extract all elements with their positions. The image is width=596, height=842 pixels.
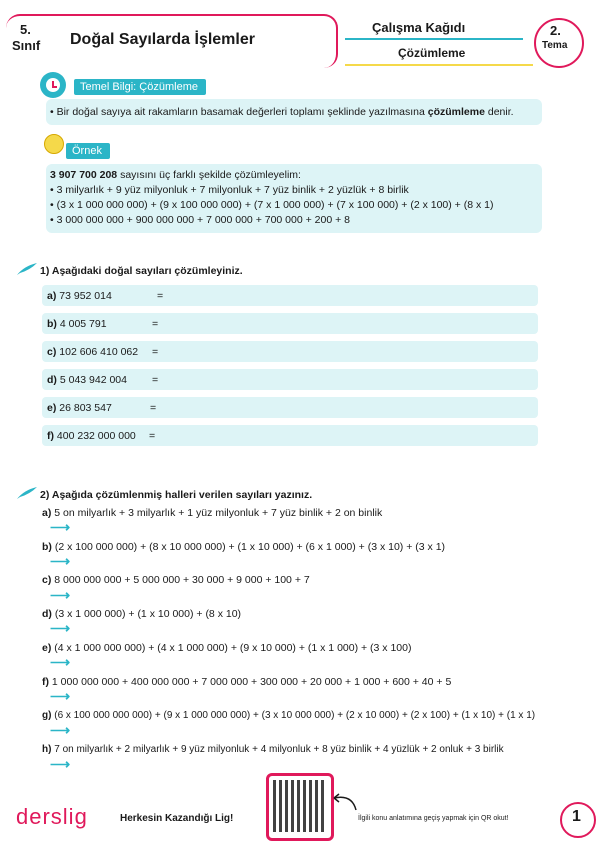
question-item: d) 5 043 942 004 <box>47 374 127 386</box>
question-item: a) 73 952 014 <box>47 290 112 302</box>
question-item: h) 7 on milyarlık + 2 milyarlık + 9 yüz milyonluk + 4 milyonluk + 8 yüz binlik + 4 yüzlük + 2 onluk + 3 birlik <box>42 744 504 755</box>
divider <box>345 38 523 40</box>
worksheet-title: Çalışma Kağıdı <box>372 20 466 35</box>
answer-field[interactable] <box>42 397 538 418</box>
equals-sign: = <box>152 374 159 386</box>
question-item: c) 8 000 000 000 + 5 000 000 + 30 000 + 9 000 + 100 + 7 <box>42 574 310 586</box>
question-item: e) (4 x 1 000 000 000) + (4 x 1 000 000) + (9 x 10 000) + (1 x 1 000) + (3 x 100) <box>42 642 412 654</box>
example-line: • (3 x 1 000 000 000) + (9 x 100 000 000) + (7 x 1 000 000) + (7 x 100 000) + (2 x 100) + (8 x 1) <box>50 199 494 211</box>
quill-icon <box>16 486 38 500</box>
page-title: Doğal Sayılarda İşlemler <box>70 31 255 48</box>
equals-sign: = <box>152 346 159 358</box>
question-item: c) 102 606 410 062 <box>47 346 139 358</box>
worksheet-subtitle: Çözümleme <box>398 46 466 60</box>
arrow-icon: ⟶ <box>50 587 71 603</box>
example-intro: 3 907 700 208 sayısını üç farklı şekilde çözümleyelim: <box>50 169 301 181</box>
question-item: d) (3 x 1 000 000) + (1 x 10 000) + (8 x 10) <box>42 608 242 620</box>
example-label: Örnek <box>66 143 110 159</box>
arrow-icon: ⟶ <box>50 722 71 738</box>
info-label: Temel Bilgi: Çözümleme <box>74 79 206 95</box>
curved-arrow-icon <box>330 790 358 812</box>
equals-sign: = <box>149 430 156 442</box>
arrow-icon: ⟶ <box>50 756 71 772</box>
answer-field[interactable] <box>42 313 538 334</box>
arrow-icon: ⟶ <box>50 688 71 704</box>
page-number: 1 <box>572 808 581 825</box>
arrow-icon: ⟶ <box>50 519 71 535</box>
theme-number: 2. <box>550 23 561 38</box>
example-line: • 3 000 000 000 + 900 000 000 + 7 000 000 + 700 000 + 200 + 8 <box>50 214 350 226</box>
divider <box>345 64 533 66</box>
arrow-icon: ⟶ <box>50 553 71 569</box>
equals-sign: = <box>152 318 159 330</box>
example-line: • 3 milyarlık + 9 yüz milyonluk + 7 milyonluk + 7 yüz binlik + 2 yüzlük + 8 birlik <box>50 184 409 196</box>
theme-label: Tema <box>542 40 568 51</box>
grade-label: Sınıf <box>12 38 41 53</box>
qr-code-icon[interactable] <box>273 780 325 832</box>
question-item: b) 4 005 791 <box>47 318 107 330</box>
arrow-icon: ⟶ <box>50 620 71 636</box>
question-item: g) (6 x 100 000 000 000) + (9 x 1 000 000 000) + (3 x 10 000 000) + (2 x 10 000) + (2 x 100) + (1 x 10) + (1 x 1) <box>42 710 536 721</box>
equals-sign: = <box>157 290 164 302</box>
question-item: f) 400 232 000 000 <box>47 430 136 442</box>
lightbulb-icon <box>44 134 64 154</box>
arrow-icon: ⟶ <box>50 654 71 670</box>
quill-icon <box>16 262 38 276</box>
question-item: e) 26 803 547 <box>47 402 112 414</box>
question-item: a) 5 on milyarlık + 3 milyarlık + 1 yüz milyonluk + 7 yüz binlik + 2 on binlik <box>42 507 383 519</box>
question-item: b) (2 x 100 000 000) + (8 x 10 000 000) + (1 x 10 000) + (6 x 1 000) + (3 x 10) + (3 x 1) <box>42 541 446 553</box>
question-item: f) 1 000 000 000 + 400 000 000 + 7 000 000 + 300 000 + 20 000 + 1 000 + 600 + 40 + 5 <box>42 676 452 688</box>
answer-field[interactable] <box>42 285 538 306</box>
question-2-title: 2) Aşağıda çözümlenmiş halleri verilen sayıları yazınız. <box>40 489 313 501</box>
qr-note: İlgili konu anlatımına geçiş yapmak için QR okut! <box>358 815 509 822</box>
grade-number: 5. <box>20 22 31 37</box>
equals-sign: = <box>150 402 157 414</box>
question-1-title: 1) Aşağıdaki doğal sayıları çözümleyiniz. <box>40 265 243 277</box>
info-text: • Bir doğal sayıya ait rakamların basamak değerleri toplamı şeklinde yazılmasına çözümleme denir. <box>50 106 514 118</box>
slogan: Herkesin Kazandığı Lig! <box>120 813 234 824</box>
derslig-logo: derslig <box>16 804 88 829</box>
